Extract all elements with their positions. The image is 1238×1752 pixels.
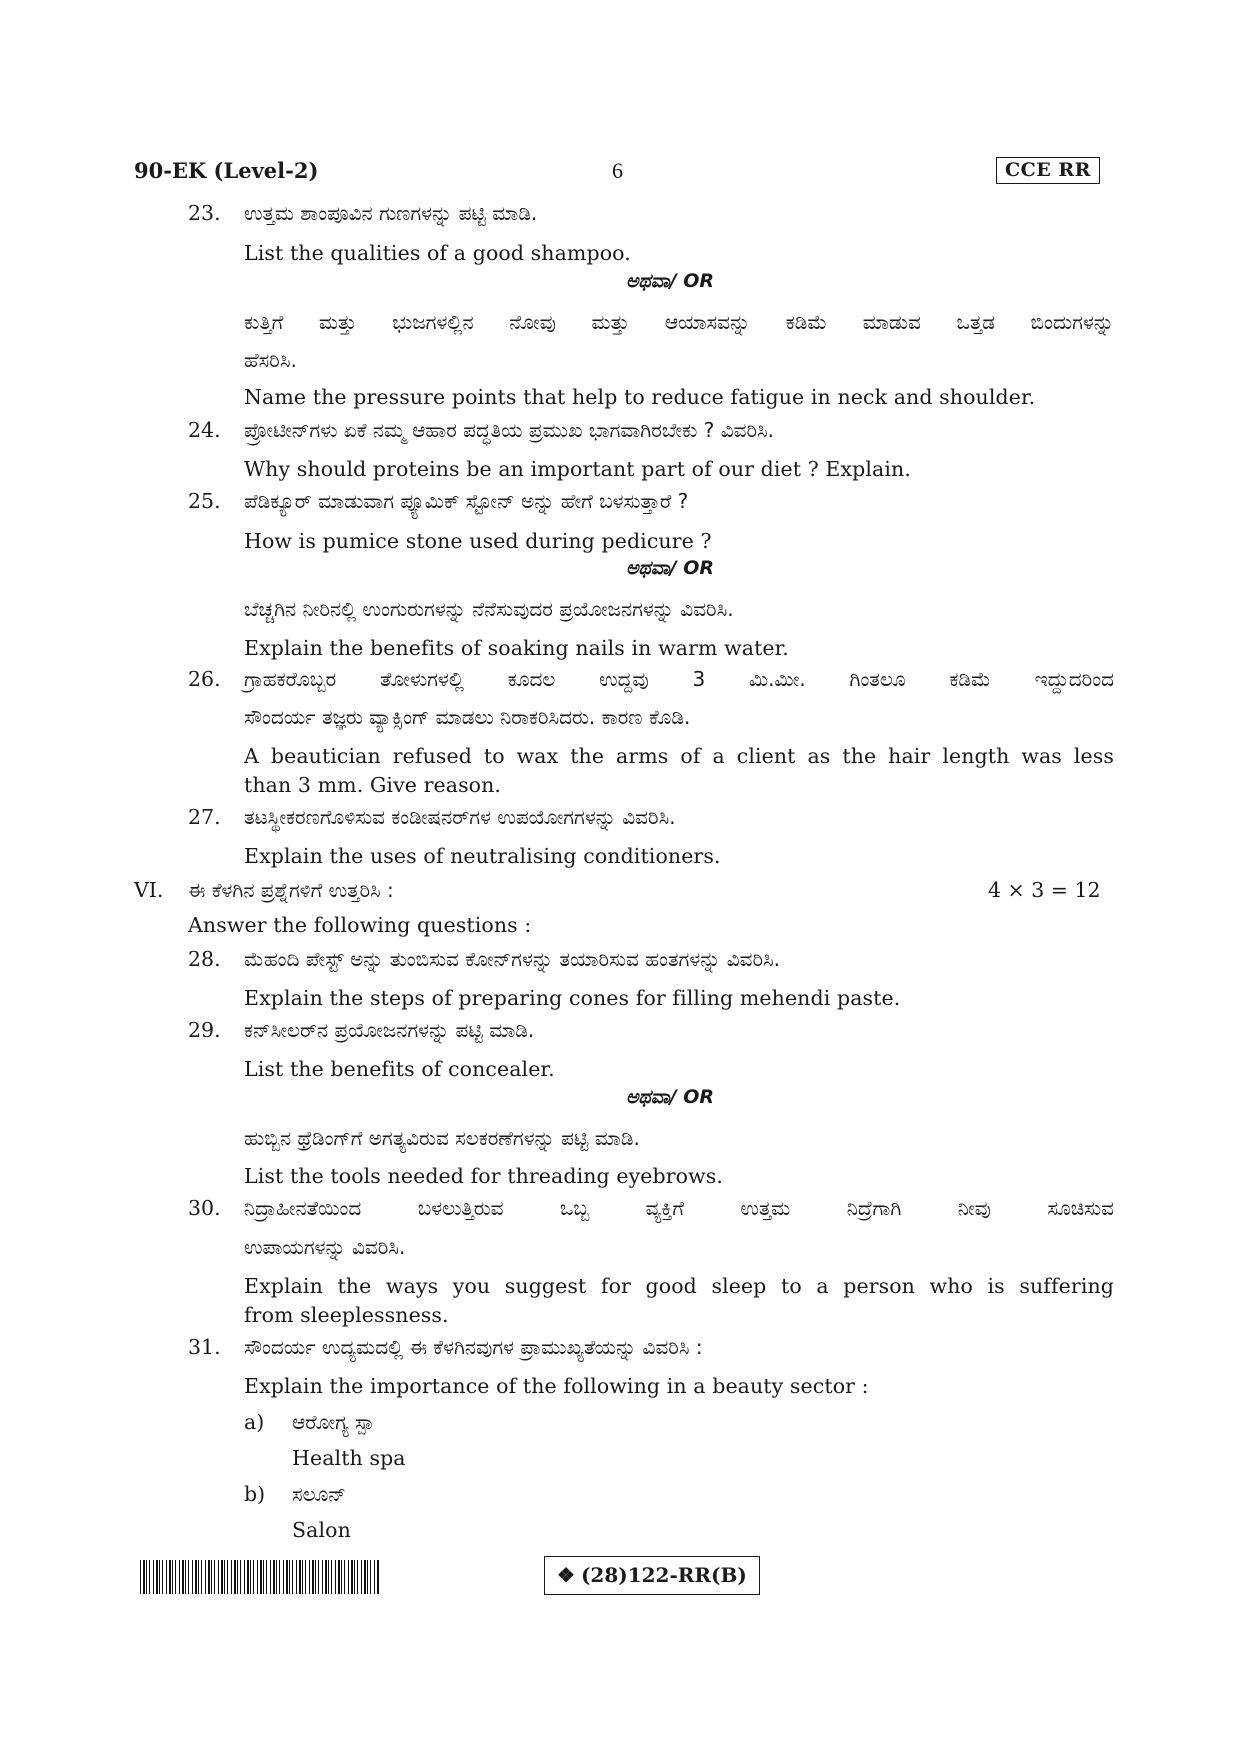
subpart-kannada: ಆರೋಗ್ಯ ಸ್ಪಾ [292, 1410, 375, 1434]
question-english: List the tools needed for threading eyebrows. [244, 1164, 723, 1188]
cce-badge: CCE RR [996, 157, 1100, 184]
question-english: Explain the benefits of soaking nails in warm water. [244, 636, 789, 660]
question-number: 26. [188, 667, 221, 691]
section-heading-kannada: ಈ ಕೆಳಗಿನ ಪ್ರಶ್ನೆಗಳಿಗೆ ಉತ್ತರಿಸಿ : [188, 878, 394, 902]
question-number: 28. [188, 947, 221, 971]
section-marks: 4 × 3 = 12 [988, 878, 1101, 902]
subpart-kannada: ಸಲೂನ್ [292, 1482, 346, 1506]
section-heading-english: Answer the following questions : [188, 913, 532, 937]
question-english: Explain the ways you suggest for good sleep to a person who is suffering [244, 1274, 1114, 1298]
question-english: Explain the uses of neutralising conditioners. [244, 844, 721, 868]
question-number: 25. [188, 489, 221, 513]
question-kannada: ಬೆಚ್ಚಗಿನ ನೀರಿನಲ್ಲಿ ಉಂಗುರುಗಳನ್ನು ನೆನೆಸುವುದರ ಪ್ರಯೋಜನಗಳನ್ನು ವಿವರಿಸಿ. [244, 597, 734, 621]
or-label: ಅಥವಾ/ OR [625, 557, 715, 579]
question-number: 30. [188, 1196, 221, 1220]
question-kannada: ಪೆಡಿಕ್ಯೂರ್ ಮಾಡುವಾಗ ಪ್ಯೂಮಿಕ್ ಸ್ಟೋನ್ ಅನ್ನು ಹೇಗೆ ಬಳಸುತ್ತಾರೆ ? [244, 489, 689, 513]
question-english: A beautician refused to wax the arms of a client as the hair length was less [244, 744, 1114, 768]
subpart-english: Health spa [292, 1446, 406, 1470]
paper-code: 90-EK (Level-2) [134, 158, 319, 183]
question-kannada: ಹೆಸರಿಸಿ. [244, 348, 297, 372]
subpart-label: a) [244, 1410, 265, 1434]
question-number: 29. [188, 1018, 221, 1042]
question-kannada: ನಿದ್ರಾಹೀನತೆಯಿಂದ ಬಳಲುತ್ತಿರುವ ಒಬ್ಬ ವ್ಯಕ್ತಿಗೆ ಉತ್ತಮ ನಿದ್ರೆಗಾಗಿ ನೀವು ಸೂಚಿಸುವ [244, 1196, 1114, 1220]
question-kannada: ಕನ್‌ಸೀಲರ್‌ನ ಪ್ರಯೋಜನಗಳನ್ನು ಪಟ್ಟಿ ಮಾಡಿ. [244, 1018, 535, 1042]
question-kannada: ಉಪಾಯಗಳನ್ನು ವಿವರಿಸಿ. [244, 1235, 406, 1259]
question-kannada: ಸೌಂದರ್ಯ ಉದ್ಯಮದಲ್ಲಿ ಈ ಕೆಳಗಿನವುಗಳ ಪ್ರಾಮುಖ್ಯತೆಯನ್ನು ವಿವರಿಸಿ : [244, 1335, 703, 1359]
question-number: 23. [188, 201, 221, 225]
subpart-english: Salon [292, 1518, 351, 1542]
question-english: How is pumice stone used during pedicure ? [244, 529, 712, 553]
question-kannada: ಗ್ರಾಹಕರೊಬ್ಬರ ತೋಳುಗಳಲ್ಲಿ ಕೂದಲ ಉದ್ದವು 3 ಮಿ.ಮೀ. ಗಿಂತಲೂ ಕಡಿಮೆ ಇದ್ದುದರಿಂದ [244, 667, 1114, 691]
subpart-label: b) [244, 1482, 266, 1506]
question-english: List the qualities of a good shampoo. [244, 241, 631, 265]
section-number: VI. [134, 878, 164, 902]
footer-code-box [544, 1556, 760, 1595]
page-number: 6 [612, 158, 623, 183]
question-kannada: ಕುತ್ತಿಗೆ ಮತ್ತು ಭುಜಗಳಲ್ಲಿನ ನೋವು ಮತ್ತು ಆಯಾಸವನ್ನು ಕಡಿಮೆ ಮಾಡುವ ಒತ್ತಡ ಬಿಂದುಗಳನ್ನು [244, 310, 1114, 334]
or-label: ಅಥವಾ/ OR [625, 1086, 715, 1108]
question-english: Name the pressure points that help to reduce fatigue in neck and shoulder. [244, 385, 1036, 409]
diamond-icon: ❖ [557, 1563, 575, 1587]
question-number: 31. [188, 1335, 221, 1359]
question-english: Why should proteins be an important part of our diet ? Explain. [244, 457, 911, 481]
question-english: than 3 mm. Give reason. [244, 773, 502, 797]
question-kannada: ಪ್ರೋಟೀನ್‌ಗಳು ಏಕೆ ನಮ್ಮ ಆಹಾರ ಪದ್ಧತಿಯ ಪ್ರಮುಖ ಭಾಗವಾಗಿರಬೇಕು ? ವಿವರಿಸಿ. [244, 418, 775, 442]
question-english: Explain the steps of preparing cones for filling mehendi paste. [244, 986, 901, 1010]
question-english: List the benefits of concealer. [244, 1057, 555, 1081]
barcode [140, 1560, 380, 1594]
question-kannada: ಸೌಂದರ್ಯ ತಜ್ಞರು ವ್ಯಾಕ್ಸಿಂಗ್ ಮಾಡಲು ನಿರಾಕರಿಸಿದರು. ಕಾರಣ ಕೊಡಿ. [244, 705, 691, 729]
footer-code: (28)122-RR(B) [580, 1563, 747, 1587]
question-kannada: ಹುಬ್ಬಿನ ಥ್ರೆಡಿಂಗ್‌ಗೆ ಅಗತ್ಯವಿರುವ ಸಲಕರಣೆಗಳನ್ನು ಪಟ್ಟಿ ಮಾಡಿ. [244, 1126, 640, 1150]
question-kannada: ಮೆಹಂದಿ ಪೇಸ್ಟ್ ಅನ್ನು ತುಂಬಿಸುವ ಕೋನ್‌ಗಳನ್ನು ತಯಾರಿಸುವ ಹಂತಗಳನ್ನು ವಿವರಿಸಿ. [244, 947, 781, 971]
question-english: from sleeplessness. [244, 1303, 449, 1327]
question-kannada: ಉತ್ತಮ ಶಾಂಪೂವಿನ ಗುಣಗಳನ್ನು ಪಟ್ಟಿ ಮಾಡಿ. [244, 201, 538, 225]
question-english: Explain the importance of the following in a beauty sector : [244, 1374, 869, 1398]
question-kannada: ತಟಸ್ಥೀಕರಣಗೊಳಿಸುವ ಕಂಡೀಷನರ್‌ಗಳ ಉಪಯೋಗಗಳನ್ನು ವಿವರಿಸಿ. [244, 805, 676, 829]
or-label: ಅಥವಾ/ OR [625, 270, 715, 292]
question-number: 24. [188, 418, 221, 442]
question-number: 27. [188, 805, 221, 829]
